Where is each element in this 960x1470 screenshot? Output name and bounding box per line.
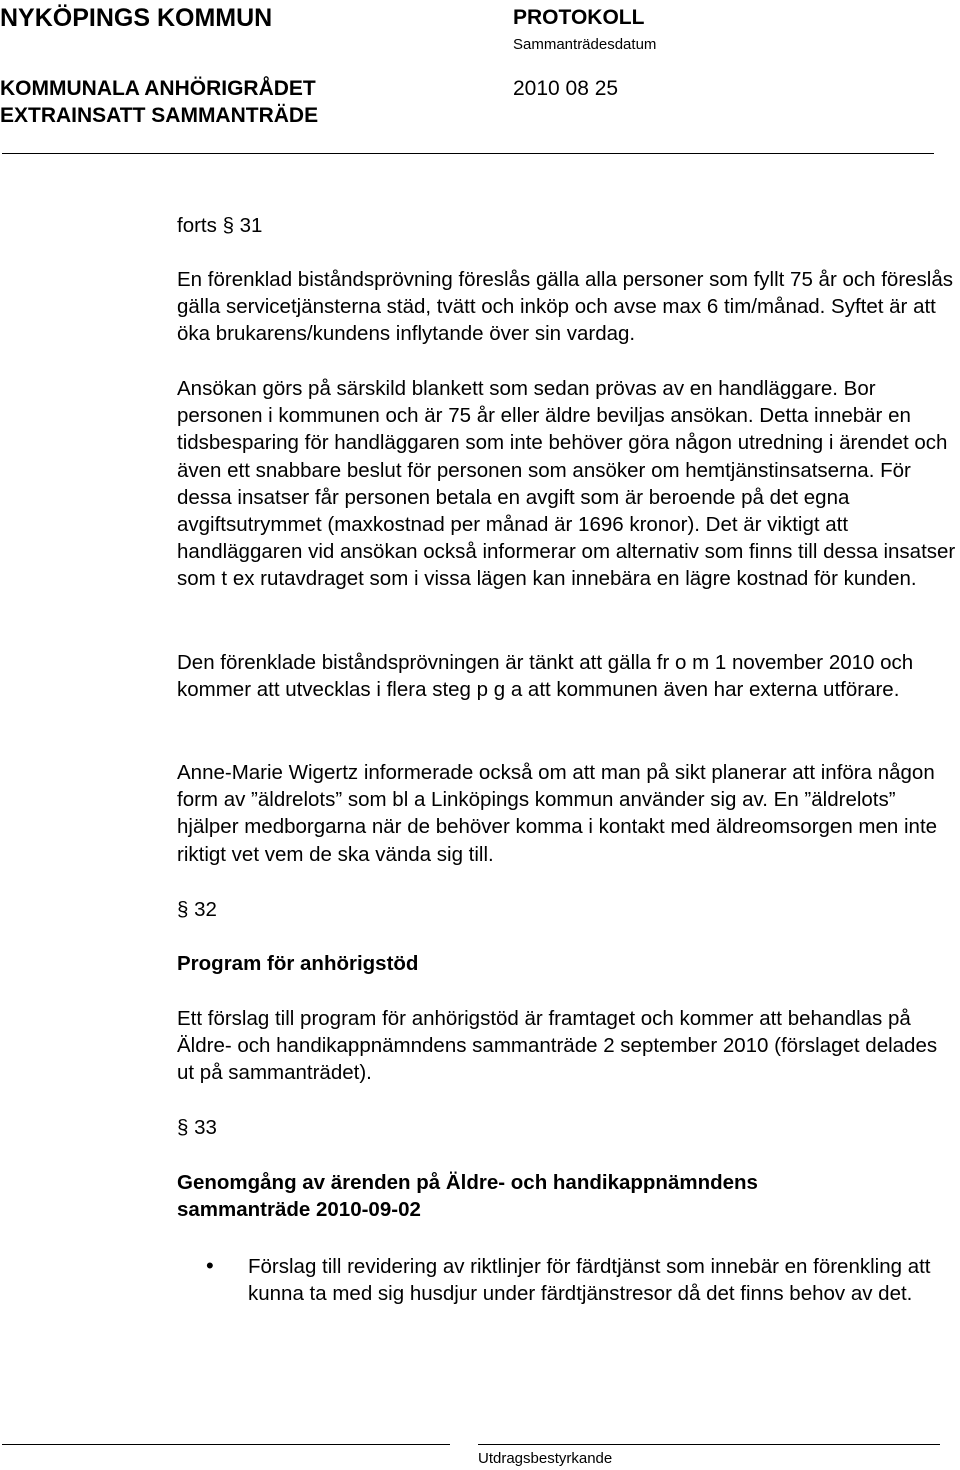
paragraph-text: Ansökan görs på särskild blankett som sedan prövas av en handläggare. Bor personen i kommunen och är 75 år eller äldre beviljas ansökan. Detta innebär en tidsbesparing för handläggaren som inte behöver göra någon utredning i ärendet och även ett snabbare beslut för personen som ansöker om hemtjänstinsatserna. För dessa insatser får personen betala en avgift som är beroende på det egna avgiftsutrymmet (maxkostnad per månad är 1696 kronor). Det är viktigt att handläggaren vid ansökan också informerar om alternativ som finns till dessa insatser som t ex rutavdraget som i vissa lägen kan innebära en lägre kostnad för kunden.: [177, 377, 956, 591]
meeting-date: 2010 08 25: [513, 77, 619, 100]
section-31-paragraph-1: [177, 266, 957, 348]
section-32-heading: Program för anhörigstöd: [177, 952, 419, 975]
paragraph-text: Den förenklade biståndsprövningen är tänkt att gälla fr o m 1 november 2010 och kommer att utvecklas i flera steg p g a att kommunen även har externa utförare.: [177, 651, 914, 702]
section-32-paragraph: [177, 1005, 957, 1087]
section-31-paragraph-3: [177, 649, 957, 703]
bullet-icon: •: [206, 1253, 214, 1278]
meeting-type: EXTRAINSATT SAMMANTRÄDE: [0, 104, 319, 127]
council-name: KOMMUNALA ANHÖRIGRÅDET: [0, 77, 316, 100]
paragraph-text: Anne-Marie Wigertz informerade också om att man på sikt planerar att införa någon form av ”äldrelots” som bl a Linköpings kommun använder sig av. En ”äldrelots” hjälper medborgarna när de behöver komma i kontakt med äldreomsorgen men inte riktigt vet vem de ska vända sig till.: [177, 761, 938, 866]
footer-label: Utdragsbestyrkande: [478, 1450, 613, 1467]
paragraph-text: En förenklad biståndsprövning föreslås gälla alla personer som fyllt 75 år och föreslås gälla servicetjänsterna städ, tvätt och inköp och avse max 6 tim/månad. Syftet är att öka brukarens/kundens inflytande över sin vardag.: [177, 268, 953, 346]
header-divider: [2, 153, 934, 154]
section-33-heading: Genomgång av ärenden på Äldre- och handikappnämndens sammanträde 2010-09-02: [177, 1171, 758, 1222]
municipality-name: NYKÖPINGS KOMMUN: [0, 4, 273, 32]
section-33-number: § 33: [177, 1116, 217, 1139]
date-label: Sammanträdesdatum: [513, 36, 657, 53]
paragraph-text: Ett förslag till program för anhörigstöd är framtaget och kommer att behandlas på Äldre- och handikappnämndens sammanträde 2 september 2010 (förslaget delades ut på sammanträdet).: [177, 1007, 938, 1085]
section-31-title: forts § 31: [177, 214, 263, 237]
section-31-paragraph-4: [177, 759, 957, 868]
section-33-bullet-item: [248, 1253, 958, 1307]
section-32-number: § 32: [177, 898, 217, 921]
section-31-paragraph-2: [177, 375, 957, 593]
footer-rule-left: [2, 1444, 450, 1445]
list-item: Förslag till revidering av riktlinjer för färdtjänst som innebär en förenkling att kunna ta med sig husdjur under färdtjänstresor då det finns behov av det.: [248, 1255, 931, 1306]
footer-rule-right: [478, 1444, 940, 1445]
document-type: PROTOKOLL: [513, 6, 645, 29]
